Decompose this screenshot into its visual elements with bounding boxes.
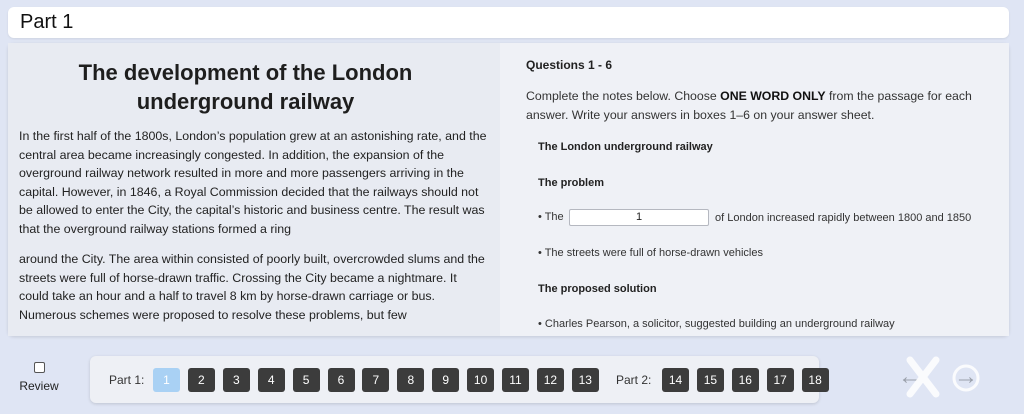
reading-passage[interactable] (8, 43, 500, 336)
previous-arrow-icon[interactable]: ← (898, 363, 922, 390)
part-header (8, 7, 1009, 38)
question-button-16[interactable]: 16 (732, 368, 759, 392)
question-button-15[interactable]: 15 (697, 368, 724, 392)
question-button-18[interactable]: 18 (802, 368, 829, 392)
question-button-11[interactable]: 11 (502, 368, 529, 392)
next-arrow-icon[interactable]: → (954, 363, 978, 390)
question-navigator (90, 356, 822, 403)
answer-input-1[interactable]: 1 (569, 209, 709, 226)
watermark-ring (954, 366, 978, 390)
notes-title: The London underground railway (538, 141, 713, 153)
passage-title: The development of the London underground railway (78, 60, 413, 114)
watermark-logo (900, 352, 1024, 412)
part2-label: Part 2: (616, 373, 652, 387)
question-button-1[interactable]: 1 (153, 368, 180, 392)
review-label: Review (19, 379, 59, 393)
notes-heading-solution: The proposed solution (538, 283, 657, 295)
footer-navigation (0, 340, 1024, 414)
question-range: Questions 1 - 6 (526, 58, 613, 72)
questions-panel[interactable] (500, 43, 1009, 336)
question-button-5[interactable]: 5 (293, 368, 320, 392)
watermark-x-shape (910, 360, 936, 394)
question-button-14[interactable]: 14 (662, 368, 689, 392)
question-button-6[interactable]: 6 (328, 368, 355, 392)
question-button-2[interactable]: 2 (188, 368, 215, 392)
question-button-9[interactable]: 9 (432, 368, 459, 392)
question-button-17[interactable]: 17 (767, 368, 794, 392)
question-button-4[interactable]: 4 (258, 368, 285, 392)
instructions-text-pre: Complete the notes below. Choose (526, 89, 721, 103)
question-button-12[interactable]: 12 (537, 368, 564, 392)
note-bullet-3: • Charles Pearson, a solicitor, suggested building an underground railway (538, 318, 895, 330)
note-bullet-2: • The streets were full of horse-drawn vehicles (538, 247, 763, 259)
question-button-10[interactable]: 10 (467, 368, 494, 392)
question-button-8[interactable]: 8 (397, 368, 424, 392)
passage-paragraph-1: In the first half of the 1800s, London’s population grew at an astonishing rate, and the central area became increasingly congested. In addition, the expansion of the overground railway network resulted in more and more passengers arriving in the capital. However, in 1846, a Royal Commission decided that the railways should not be allowed to enter the City, the capital’s historic and business centre. The result was that the overground railway stations formed a ring (19, 129, 487, 236)
notes-heading-problem: The problem (538, 177, 605, 189)
question-button-3[interactable]: 3 (223, 368, 250, 392)
content-area (8, 43, 1009, 336)
passage-paragraph-2: around the City. The area within consisted of poorly built, overcrowded slums and the streets were full of horse-drawn traffic. Crossing the City became a nightmare. It could take an hour and a half to travel 8 km by horse-drawn carriage or bus. Numerous schemes were proposed to resolve these problems, but few (19, 252, 485, 322)
instructions (526, 87, 996, 125)
review-toggle[interactable] (16, 362, 62, 393)
note-bullet-1-post: of London increased rapidly between 1800 and 1850 (715, 212, 972, 224)
instructions-emphasis: ONE WORD ONLY (720, 89, 826, 103)
instructions-text-post: from the passage for each answer. Write your answers in boxes 1–6 on your answer sheet. (526, 89, 972, 122)
review-checkbox[interactable] (34, 362, 45, 373)
question-button-7[interactable]: 7 (362, 368, 389, 392)
question-button-13[interactable]: 13 (572, 368, 599, 392)
note-bullet-1-pre: • The (538, 211, 564, 223)
part1-label: Part 1: (109, 373, 145, 387)
part-title: Part 1 (20, 11, 74, 33)
